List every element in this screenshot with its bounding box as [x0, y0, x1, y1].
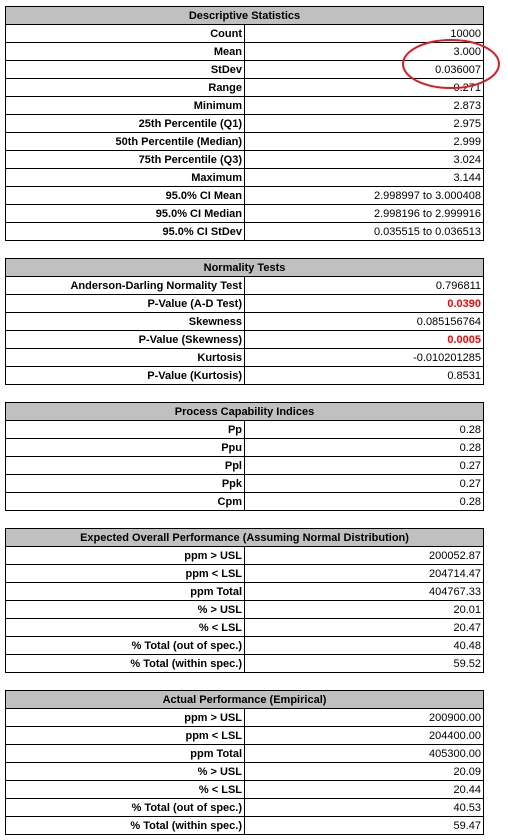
stat-label: 95.0% CI StDev: [6, 223, 245, 241]
stat-row: [6, 97, 484, 115]
stat-value: 2.999: [245, 133, 484, 151]
stat-row: [6, 421, 484, 439]
stat-row: [6, 61, 484, 79]
section-title: Normality Tests: [6, 259, 484, 277]
stat-value: 0.27: [245, 475, 484, 493]
stat-row: [6, 727, 484, 745]
stat-label: P-Value (Kurtosis): [6, 367, 245, 385]
section-title: Descriptive Statistics: [6, 7, 484, 25]
stat-row: [6, 763, 484, 781]
stat-row: [6, 277, 484, 295]
section-title: Process Capability Indices: [6, 403, 484, 421]
stat-value: 2.998196 to 2.999916: [245, 205, 484, 223]
stat-label: Skewness: [6, 313, 245, 331]
stat-row: [6, 655, 484, 673]
stat-label: % > USL: [6, 763, 245, 781]
stat-value: 0.035515 to 0.036513: [245, 223, 484, 241]
section-title: Actual Performance (Empirical): [6, 691, 484, 709]
stat-label: Minimum: [6, 97, 245, 115]
stat-value: 0.28: [245, 493, 484, 511]
stat-row: [6, 583, 484, 601]
stat-row: [6, 151, 484, 169]
stat-row: [6, 25, 484, 43]
section-title: Expected Overall Performance (Assuming Normal Distribution): [6, 529, 484, 547]
stat-value: 20.09: [245, 763, 484, 781]
stat-label: Range: [6, 79, 245, 97]
stat-row: [6, 115, 484, 133]
descriptive-statistics-table: [5, 6, 484, 241]
stat-label: Ppu: [6, 439, 245, 457]
stat-value: 0.28: [245, 439, 484, 457]
stat-row: [6, 799, 484, 817]
stat-value: 200900.00: [245, 709, 484, 727]
stat-label: Count: [6, 25, 245, 43]
stat-value: 20.44: [245, 781, 484, 799]
stat-value: 3.000: [245, 43, 484, 61]
stat-label: Mean: [6, 43, 245, 61]
stat-value: 204714.47: [245, 565, 484, 583]
stat-value: 3.144: [245, 169, 484, 187]
stat-row: [6, 133, 484, 151]
stat-row: [6, 223, 484, 241]
stat-row: [6, 637, 484, 655]
stat-row: [6, 817, 484, 835]
stat-value: 2.975: [245, 115, 484, 133]
stat-row: [6, 439, 484, 457]
stat-label: % Total (out of spec.): [6, 799, 245, 817]
stat-value: 0.8531: [245, 367, 484, 385]
stat-row: [6, 313, 484, 331]
stat-label: Ppk: [6, 475, 245, 493]
stat-label: 50th Percentile (Median): [6, 133, 245, 151]
stat-label: Cpm: [6, 493, 245, 511]
stat-label: ppm > USL: [6, 709, 245, 727]
stat-label: ppm > USL: [6, 547, 245, 565]
stat-value: 0.036007: [245, 61, 484, 79]
stat-label: Anderson-Darling Normality Test: [6, 277, 245, 295]
stat-value: 2.998997 to 3.000408: [245, 187, 484, 205]
stat-value: 0.27: [245, 457, 484, 475]
stat-label: ppm Total: [6, 745, 245, 763]
stat-value: 59.52: [245, 655, 484, 673]
stat-row: [6, 367, 484, 385]
stat-label: % Total (within spec.): [6, 655, 245, 673]
stat-value: 204400.00: [245, 727, 484, 745]
stat-value: 3.024: [245, 151, 484, 169]
stat-row: [6, 619, 484, 637]
stat-row: [6, 709, 484, 727]
expected-performance-table: [5, 528, 484, 673]
stat-value: 20.47: [245, 619, 484, 637]
stat-label: Pp: [6, 421, 245, 439]
stat-label: 95.0% CI Mean: [6, 187, 245, 205]
stat-row: [6, 187, 484, 205]
stat-row: [6, 457, 484, 475]
stat-value: 404767.33: [245, 583, 484, 601]
stat-value: 2.873: [245, 97, 484, 115]
stat-label: % < LSL: [6, 781, 245, 799]
stat-row: [6, 295, 484, 313]
stat-label: 25th Percentile (Q1): [6, 115, 245, 133]
stat-label: Kurtosis: [6, 349, 245, 367]
stat-row: [6, 169, 484, 187]
stat-value: -0.010201285: [245, 349, 484, 367]
stat-label: P-Value (Skewness): [6, 331, 245, 349]
stat-row: [6, 781, 484, 799]
stat-value: 0.28: [245, 421, 484, 439]
stat-row: [6, 205, 484, 223]
process-capability-table: [5, 402, 484, 511]
stat-value: 40.53: [245, 799, 484, 817]
stat-label: StDev: [6, 61, 245, 79]
stat-row: [6, 43, 484, 61]
stat-label: ppm < LSL: [6, 727, 245, 745]
stat-value: 20.01: [245, 601, 484, 619]
stat-row: [6, 745, 484, 763]
stat-label: 95.0% CI Median: [6, 205, 245, 223]
stat-value: 0.085156764: [245, 313, 484, 331]
stat-label: ppm < LSL: [6, 565, 245, 583]
stat-label: Maximum: [6, 169, 245, 187]
stat-label: P-Value (A-D Test): [6, 295, 245, 313]
stat-value: 0.796811: [245, 277, 484, 295]
stat-row: [6, 601, 484, 619]
stat-row: [6, 493, 484, 511]
stat-value: 0.271: [245, 79, 484, 97]
stat-value: 40.48: [245, 637, 484, 655]
stat-label: % Total (out of spec.): [6, 637, 245, 655]
actual-performance-table: [5, 690, 484, 835]
stat-row: [6, 331, 484, 349]
stat-row: [6, 547, 484, 565]
stat-label: 75th Percentile (Q3): [6, 151, 245, 169]
stat-value: 200052.87: [245, 547, 484, 565]
stat-value: 0.0390: [245, 295, 484, 313]
stat-row: [6, 349, 484, 367]
stat-row: [6, 79, 484, 97]
stat-label: % < LSL: [6, 619, 245, 637]
stat-label: ppm Total: [6, 583, 245, 601]
stat-label: Ppl: [6, 457, 245, 475]
stat-row: [6, 475, 484, 493]
stat-value: 10000: [245, 25, 484, 43]
stat-value: 405300.00: [245, 745, 484, 763]
stat-value: 59.47: [245, 817, 484, 835]
stat-row: [6, 565, 484, 583]
normality-tests-table: [5, 258, 484, 385]
stat-label: % > USL: [6, 601, 245, 619]
stat-label: % Total (within spec.): [6, 817, 245, 835]
stat-value: 0.0005: [245, 331, 484, 349]
